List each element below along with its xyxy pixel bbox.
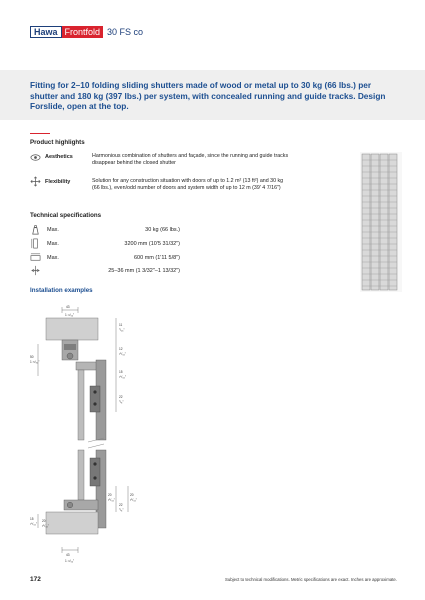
dim-label: 1 ¹¹/₁₆" [65,313,75,317]
dim-label: 20 [108,493,112,497]
spec-value-height: 3200 mm (10'5 31/32") [124,241,180,247]
section-divider [30,133,50,134]
dim-label: ²⁵/₃₂" [108,498,115,502]
dim-label: 50 [30,355,34,359]
dim-label: ⁷/₈" [119,400,124,404]
dim-label: 12 [119,347,123,351]
brand-logo: Hawa [30,26,62,38]
dim-label: 20 [130,493,134,497]
dim-label: 1 ³¹/₃₂" [30,360,40,364]
installation-drawing [28,300,158,570]
highlight-text-aesthetics: Harmonious combination of shutters and façade, since the running and guide tracks disappear behind the closed shutter [92,153,289,167]
page-number: 172 [30,576,41,583]
dim-label: ⁷/₈" [119,508,124,512]
dim-label: ¹⁹/₃₂" [119,375,126,379]
dim-label: 43 [66,305,70,309]
dim-label: ²⁵/₃₂" [42,524,49,528]
spec-value-weight: 30 kg (66 lbs.) [145,227,180,233]
highlight-term-flexibility: Flexibility [45,179,71,185]
spec-value-thickness: 25–36 mm (1 3/32"–1 13/32") [108,268,180,274]
highlights-title: Product highlights [30,139,85,146]
arrows-icon [30,176,41,187]
dim-label: 43 [66,553,70,557]
dim-label: 15 [30,517,34,521]
dim-label: ¹⁵/₃₂" [119,352,126,356]
footer-disclaimer: Subject to technical modifications. Metric specifications are exact. Inches are approximate. [225,577,397,582]
specs-title: Technical specifications [30,212,102,219]
dim-label: 22 [119,395,123,399]
dim-label: ¹⁹/₃₂" [30,522,37,526]
dim-label: 15 [119,370,123,374]
highlight-text-flexibility: Solution for any construction situation with doors of up to 1.2 m² (13 ft²) and 30 kg (66 lbs.), even/odd number of doors and system width of up to 12 m (39' 4 7/16") [92,178,284,192]
spec-label-weight: Max. [47,227,59,233]
dim-label: 20 [42,519,46,523]
dim-label: ²⁵/₃₂" [130,498,137,502]
spec-label-width: Max. [47,255,59,261]
model-name: 30 FS co [107,27,144,37]
installation-title: Installation examples [30,287,93,294]
spec-label-height: Max. [47,241,59,247]
brand-header [30,26,143,38]
dim-label: 1 ¹¹/₁₆" [65,559,75,563]
intro-text: Fitting for 2–10 folding sliding shutters made of wood or metal up to 30 kg (66 lbs.) per shutter and 180 kg (397 lbs.) per system, with concealed running and guide tracks. Design Forslide, open at the top. [30,80,386,111]
dim-label: 11 [119,323,123,327]
product-line-tag: Frontfold [62,26,104,38]
shutter-product-image [360,152,402,292]
dim-label: ⁷/₁₆" [119,328,125,332]
highlight-term-aesthetics: Aesthetics [45,154,73,160]
spec-value-width: 600 mm (1'11 5/8") [133,255,180,261]
dim-label: 22 [119,503,123,507]
eye-icon [30,152,41,163]
